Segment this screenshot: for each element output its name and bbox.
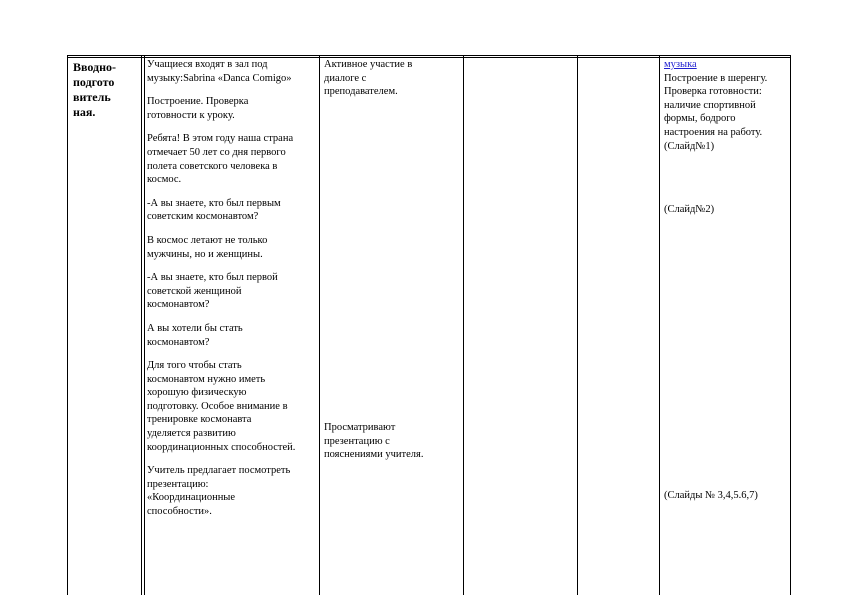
text-line: Просматривают: [324, 422, 396, 433]
text-line: космонавтом нужно иметь: [147, 373, 266, 385]
teacher-paragraph: [147, 359, 319, 454]
teacher-paragraph: [147, 234, 319, 261]
teacher-paragraph: [147, 95, 319, 122]
text-line: Ребята! В этом году наша страна: [147, 133, 294, 145]
teacher-paragraph: [147, 58, 319, 85]
text-line: настроения на работу.: [664, 126, 763, 138]
stage-title: [73, 60, 135, 120]
text-line: подготовку. Особое внимание в: [147, 400, 288, 412]
text-line: диалоге с: [324, 72, 367, 84]
text-line: формы, бодрого: [664, 113, 736, 125]
column-divider: [141, 55, 142, 595]
text-line: Построение. Проверка: [147, 96, 249, 108]
text-line: Учащиеся входят в зал под: [147, 59, 268, 70]
text-line: Построение в шеренгу.: [664, 72, 768, 84]
teacher-paragraph: [147, 271, 319, 312]
teacher-paragraph: [147, 322, 319, 349]
teacher-paragraph: [147, 464, 319, 518]
teacher-paragraph: [147, 197, 319, 224]
text-line: Активное участие в: [324, 59, 413, 70]
student-activity-block-2: [324, 421, 462, 462]
text-line: наличие спортивной: [664, 99, 756, 111]
stage-title-line: ная.: [73, 105, 96, 119]
text-line: музыку:Sabrina «Danca Comigo»: [147, 72, 292, 84]
text-line: презентацию с: [324, 435, 390, 447]
text-line: космонавтом?: [147, 299, 210, 311]
text-line: (Слайды № 3,4,5.6,7): [664, 490, 758, 501]
text-line: уделяется развитию: [147, 428, 236, 440]
column-divider: [463, 55, 464, 595]
text-line: пояснениями учителя.: [324, 449, 424, 461]
text-line: В космос летают не только: [147, 234, 268, 246]
table-top-border: [67, 55, 791, 56]
text-line: тренировке космонавта: [147, 414, 252, 426]
text-line: координационных способностей.: [147, 441, 296, 453]
text-line: мужчины, но и женщины.: [147, 248, 263, 260]
stage-title-line: Вводно-: [73, 60, 117, 74]
music-link[interactable]: музыка: [664, 59, 697, 70]
column-divider: [319, 55, 320, 595]
teacher-paragraph: [147, 132, 319, 186]
text-line: отмечает 50 лет со дня первого: [147, 146, 286, 158]
stage-title-line: подгото: [73, 75, 115, 89]
notes-slides-range: [664, 489, 790, 503]
column-divider: [659, 55, 660, 595]
column-divider: [144, 55, 145, 595]
text-line: преподавателем.: [324, 86, 398, 98]
student-activity-block-1: [324, 58, 462, 99]
notes-slide-2: [664, 203, 790, 217]
text-line: способности».: [147, 506, 212, 518]
text-line: (Слайд№2): [664, 204, 715, 215]
text-line: (Слайд№1): [664, 140, 715, 152]
text-line: космонавтом?: [147, 336, 210, 348]
text-line: советской женщиной: [147, 285, 242, 297]
notes-block-1: [664, 58, 790, 153]
column-divider: [577, 55, 578, 595]
text-line: готовности к уроку.: [147, 109, 235, 121]
text-line: -А вы знаете, кто был первым: [147, 197, 281, 209]
text-line: хорошую физическую: [147, 387, 247, 399]
text-line: Для того чтобы стать: [147, 360, 242, 372]
text-line: советским космонавтом?: [147, 211, 259, 223]
text-line: космос.: [147, 174, 182, 186]
column-divider: [790, 55, 791, 595]
text-line: презентацию:: [147, 478, 209, 490]
text-line: Проверка готовности:: [664, 86, 762, 98]
stage-title-line: витель: [73, 90, 111, 104]
column-divider: [67, 55, 68, 595]
text-line: полета советского человека в: [147, 160, 278, 172]
text-line: -А вы знаете, кто был первой: [147, 272, 278, 284]
text-line: «Координационные: [147, 492, 236, 504]
text-line: Учитель предлагает посмотреть: [147, 465, 291, 477]
teacher-activity-cell: [147, 58, 319, 529]
text-line: А вы хотели бы стать: [147, 322, 243, 334]
